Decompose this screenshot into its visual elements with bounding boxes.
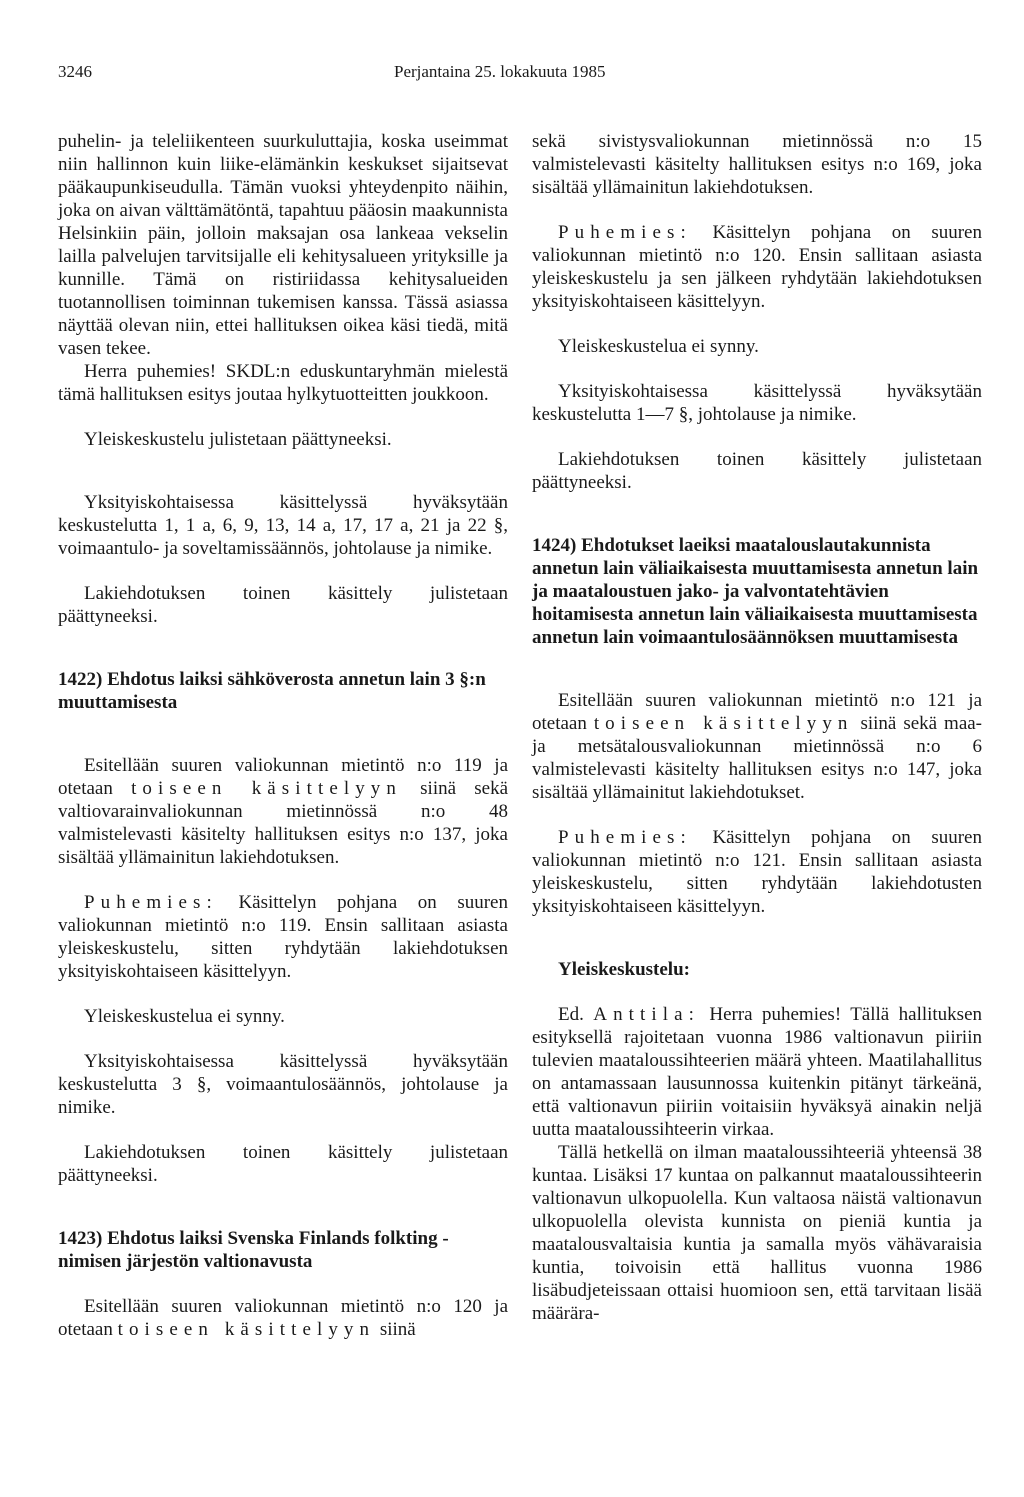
page-header: [58, 62, 978, 92]
paragraph: Esitellään suuren valiokunnan mietintö n:o 121 ja otetaan toiseen käsittelyyn siinä sekä maa- ja metsätalousvaliokunnan mietinnössä n:o 6 valmistelevasti käsitelty hallituksen esitys n:o 147, joka sisältää yllämainitut lakiehdotukset.: [532, 690, 983, 803]
paragraph: Lakiehdotuksen toinen käsittely julistetaan päättyneeksi.: [532, 449, 982, 493]
paragraph: Yksityiskohtaisessa käsittelyssä hyväksytään keskustelutta 1, 1 a, 6, 9, 13, 14 a, 17, 17 a, 21 ja 22 §, voimaantulo- ja soveltamissäännös, johtolause ja nimike.: [58, 492, 508, 559]
subheading-yleiskeskustelu: Yleiskeskustelu:: [558, 959, 690, 980]
speaker-name: Puhemies:: [84, 892, 218, 913]
paragraph: Esitellään suuren valiokunnan mietintö n:o 120 ja otetaan toiseen käsittelyyn siinä: [58, 1296, 508, 1340]
right-column: [532, 130, 982, 1325]
paragraph: puhelin- ja teleliikenteen suurkuluttajia, koska useimmat niin hallinnon kuin liike-elämänkin keskukset sijaitsevat pääkaupunkiseudulla. Tämän vuoksi yhteydenpito näihin, joka on aivan välttämätöntä, tapahtuu pääosin maakunnista Helsinkiin päin, jolloin maksajan osa lankeaa vekselin lailla palvelujen tarvitsijalle eli kehitysalueen yrityksille ja kunnille. Tämä on ristiriidassa kehitysalueiden tuotannollisen toiminnan tukemisen kanssa. Tässä asiassa näyttää olevan niin, ettei hallituksen oikea käsi tiedä, mitä vasen tekee.: [58, 131, 508, 359]
paragraph: Puhemies: Käsittelyn pohjana on suuren valiokunnan mietintö n:o 121. Ensin sallitaan asiasta yleiskeskustelu, sitten ryhdytään lakiehdotusten yksityiskohtaiseen käsittelyyn.: [532, 827, 982, 917]
paragraph: Puhemies: Käsittelyn pohjana on suuren valiokunnan mietintö n:o 119. Ensin sallitaan asiasta yleiskeskustelu, sitten ryhdytään lakiehdotuksen yksityiskohtaiseen käsittelyyn.: [58, 892, 508, 982]
paragraph: Puhemies: Käsittelyn pohjana on suuren valiokunnan mietintö n:o 120. Ensin sallitaan asiasta yleiskeskustelu ja sen jälkeen ryhdytään lakiehdotuksen yksityiskohtaiseen käsittelyyn.: [532, 222, 982, 312]
speaker-name: Anttila:: [593, 1004, 700, 1025]
speaker-name: Puhemies:: [558, 827, 692, 848]
paragraph: Yleiskeskustelu julistetaan päättyneeksi.: [84, 429, 392, 450]
left-column: [58, 130, 508, 1341]
running-head: Perjantaina 25. lokakuuta 1985: [394, 62, 606, 81]
paragraph: Lakiehdotuksen toinen käsittely julistetaan päättyneeksi.: [58, 583, 508, 627]
paragraph: sekä sivistysvaliokunnan mietinnössä n:o 15 valmistelevasti käsitelty hallituksen esitys n:o 169, joka sisältää yllämainitun lakiehdotuksen.: [532, 131, 982, 198]
paragraph: Lakiehdotuksen toinen käsittely julistetaan päättyneeksi.: [58, 1142, 508, 1186]
paragraph: Esitellään suuren valiokunnan mietintö n:o 119 ja otetaan toiseen käsittelyyn siinä sekä valtiovarainvaliokunnan mietinnössä n:o 48 valmistelevasti käsitelty hallituksen esitys n:o 137, joka sisältää yllämainitun lakiehdotuksen.: [58, 755, 508, 868]
paragraph: Yleiskeskustelua ei synny.: [558, 336, 759, 357]
section-heading-1424: 1424) Ehdotukset laeiksi maatalouslautakunnista annetun lain väliaikaisesta muuttamisesta annetun lain ja maataloustuen jako- ja valvontatehtävien hoitamisesta annetun lain väliaikaisesta muuttamisesta annetun lain voimaantulosäännöksen muuttamisesta: [532, 535, 979, 648]
speaker-name: Puhemies:: [558, 222, 692, 243]
section-heading-1423: 1423) Ehdotus laiksi Svenska Finlands folkting -nimisen järjestön valtionavusta: [58, 1228, 449, 1272]
paragraph: Yksityiskohtaisessa käsittelyssä hyväksytään keskustelutta 1—7 §, johtolause ja nimike.: [532, 381, 982, 425]
section-heading-1422: 1422) Ehdotus laiksi sähköverosta annetun lain 3 §:n muuttamisesta: [58, 669, 486, 713]
paragraph: Ed. Anttila: Herra puhemies! Tällä hallituksen esityksellä rajoitetaan vuonna 1986 valtionavun piiriin tulevien maataloussihteerien määrä yhteen. Maatilahallitus on antamassaan lausunnossa kuitenkin pitänyt tärkeänä, että valtionavun piiriin voitaisiin hyväksyä ainakin neljä uutta maataloussihteerin virkaa.: [532, 1004, 983, 1140]
paragraph: Tällä hetkellä on ilman maataloussihteeriä yhteensä 38 kuntaa. Lisäksi 17 kuntaa on palkannut maataloussihteerin valtionavun ulkopuolella. Kun valtaosa näistä valtionavun ulkopuolella olevista kunnista on pieniä kuntia ja maatalousvaltaisia kuntia ja samalla myös vähävaraisia kuntia, toivoisin että hallitus vuonna 1986 lisäbudjeteissaan ottaisi huomioon sen, että tarvitaan lisää määrära-: [532, 1142, 982, 1324]
page-number: 3246: [58, 62, 92, 81]
paragraph: Yleiskeskustelua ei synny.: [84, 1006, 285, 1027]
paragraph: Yksityiskohtaisessa käsittelyssä hyväksytään keskustelutta 3 §, voimaantulosäännös, johtolause ja nimike.: [58, 1051, 508, 1118]
paragraph: Herra puhemies! SKDL:n eduskuntaryhmän mielestä tämä hallituksen esitys joutaa hylkytuotteitten joukkoon.: [58, 361, 508, 405]
